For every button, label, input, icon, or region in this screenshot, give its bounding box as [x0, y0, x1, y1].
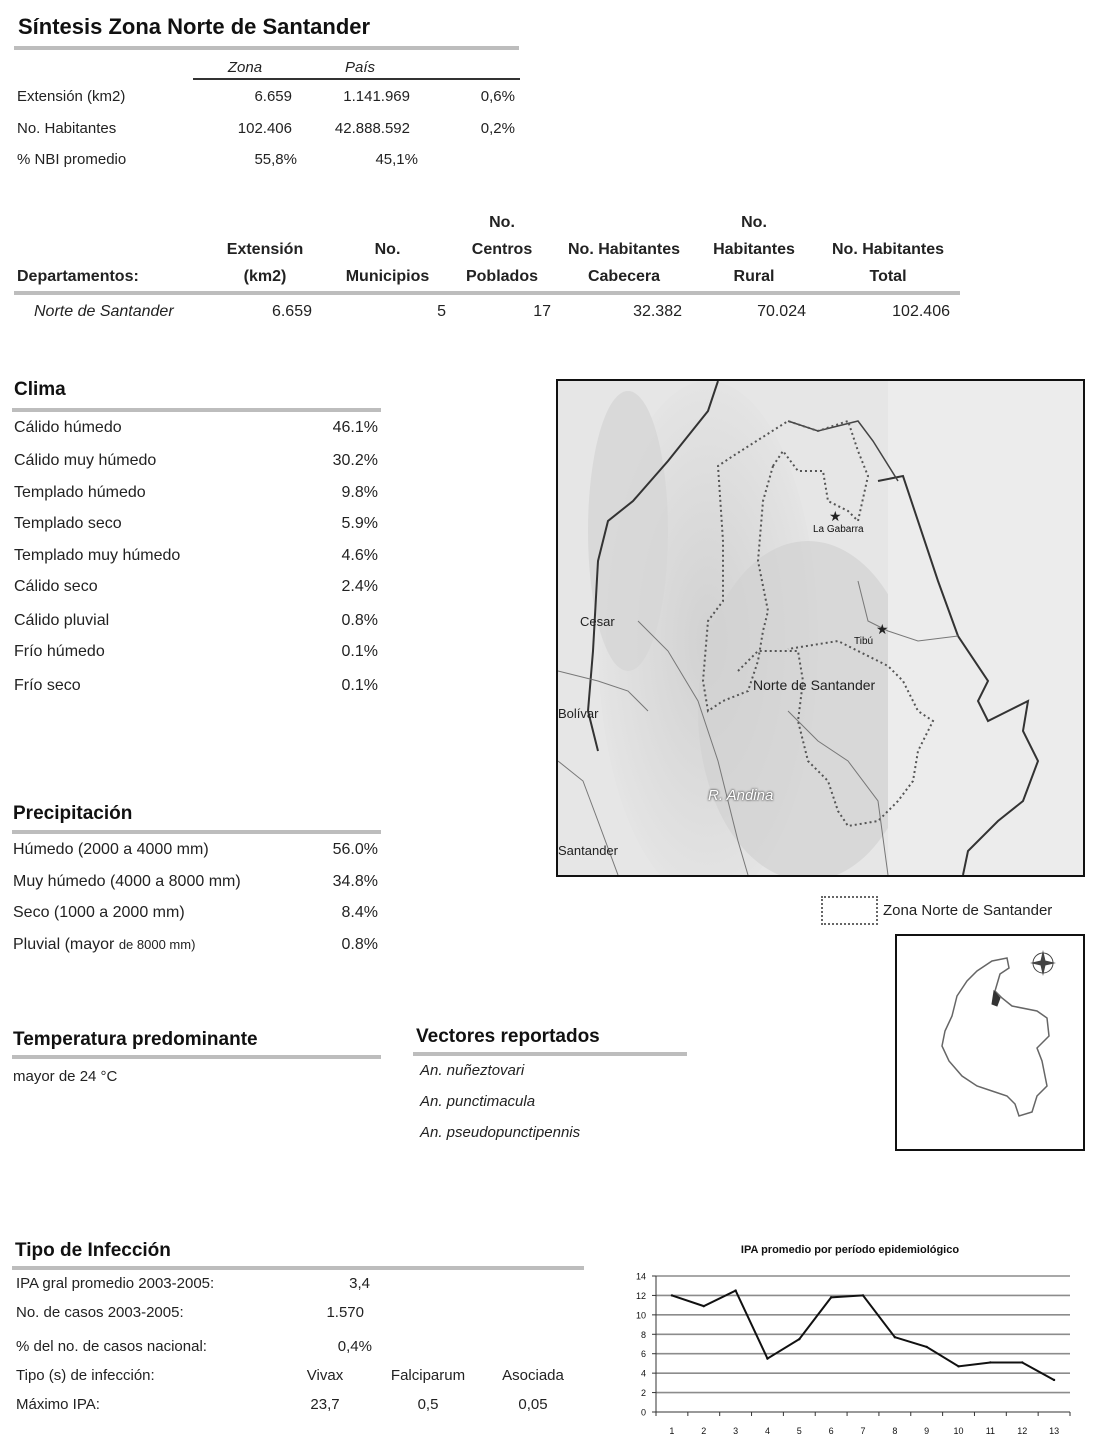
header-rural-line: Rural — [733, 268, 775, 285]
y-tick-label: 4 — [640, 1368, 646, 1379]
legend-swatch — [821, 896, 878, 925]
summary-label: Extensión (km2) — [17, 88, 126, 105]
precipitacion-row — [0, 904, 390, 924]
summary-label: No. Habitantes — [17, 120, 117, 137]
map-label-santander: Santander — [558, 843, 618, 858]
clima-label: Cálido húmedo — [14, 419, 122, 436]
y-tick-label: 14 — [635, 1271, 646, 1282]
infeccion-rule — [12, 1266, 584, 1270]
clima-value: 0.1% — [341, 677, 378, 694]
vector-item: An. pseudopunctipennis — [420, 1124, 581, 1141]
clima-label: Frío húmedo — [14, 643, 105, 660]
department-extension: 6.659 — [271, 303, 312, 320]
header-municipios — [330, 236, 445, 290]
header-rural-line: Habitantes — [713, 241, 795, 258]
temperatura-title: Temperatura predominante — [13, 1029, 258, 1050]
clima-label: Templado seco — [14, 515, 122, 532]
header-total-line: No. Habitantes — [831, 241, 944, 258]
data-point — [989, 1361, 991, 1363]
department-rural: 70.024 — [757, 303, 806, 320]
x-tick-label: 4 — [764, 1426, 770, 1436]
summary-row — [0, 151, 540, 171]
vector-item: An. nuñeztovari — [420, 1062, 525, 1079]
max-falciparum: 0,5 — [417, 1396, 439, 1413]
y-tick-label: 0 — [640, 1407, 646, 1418]
data-point — [671, 1294, 673, 1296]
tipo-vivax: Vivax — [306, 1367, 344, 1384]
header-municipios-line: Municipios — [345, 268, 430, 285]
clima-row — [0, 419, 390, 439]
header-extension — [210, 236, 320, 290]
summary-table — [0, 88, 540, 178]
header-rural — [700, 209, 808, 290]
clima-rule — [12, 408, 381, 412]
series-line — [672, 1291, 1054, 1380]
tipo-asociada: Asociada — [502, 1367, 564, 1384]
clima-row — [0, 547, 390, 567]
clima-label: Cálido pluvial — [14, 612, 110, 629]
header-centros — [452, 209, 552, 290]
clima-value: 0.8% — [341, 612, 378, 629]
clima-value: 0.1% — [341, 643, 378, 660]
x-tick-label: 3 — [733, 1426, 739, 1436]
header-cabecera — [556, 236, 692, 290]
zone-map — [556, 379, 1085, 877]
vectores-rule — [413, 1052, 687, 1056]
clima-label: Cálido seco — [14, 578, 98, 595]
data-point — [957, 1365, 959, 1367]
clima-value: 46.1% — [332, 419, 378, 436]
department-row — [0, 303, 970, 325]
precipitacion-rule — [12, 830, 381, 834]
precipitacion-table — [0, 841, 390, 961]
precipitacion-row — [0, 936, 390, 956]
clima-value: 9.8% — [341, 484, 378, 501]
precipitacion-row — [0, 873, 390, 893]
header-centros-line: Centros — [471, 241, 533, 258]
x-tick-label: 9 — [924, 1426, 930, 1436]
department-municipios: 5 — [437, 303, 446, 320]
map-label-cesar: Cesar — [580, 614, 615, 629]
precipitacion-title: Precipitación — [13, 803, 133, 824]
col-zona-header: Zona — [227, 59, 263, 76]
clima-row — [0, 452, 390, 472]
clima-table — [0, 419, 390, 709]
page-title: Síntesis Zona Norte de Santander — [18, 14, 371, 39]
header-rural-line: No. — [741, 214, 767, 231]
clima-row — [0, 515, 390, 535]
department-name: Norte de Santander — [34, 303, 174, 320]
header-extension-line: Extensión — [226, 241, 304, 258]
department-cabecera: 32.382 — [633, 303, 682, 320]
town-marker: ★ — [829, 508, 842, 524]
y-tick-label: 2 — [640, 1388, 646, 1399]
temperatura-value: mayor de 24 °C — [13, 1068, 118, 1085]
ipa-value: 3,4 — [349, 1275, 370, 1292]
precipitacion-value: 0.8% — [341, 936, 378, 953]
y-tick-label: 8 — [640, 1329, 646, 1340]
y-tick-label: 12 — [635, 1290, 646, 1301]
y-tick-label: 10 — [635, 1310, 646, 1321]
infeccion-title: Tipo de Infección — [15, 1240, 171, 1261]
precipitacion-label: Húmedo (2000 a 4000 mm) — [13, 841, 209, 858]
x-tick-label: 2 — [701, 1426, 707, 1436]
map-label-bolivar: Bolívar — [558, 706, 599, 721]
departments-rule — [14, 291, 960, 295]
header-municipios-line: No. — [374, 241, 401, 258]
header-cabecera-line: No. Habitantes — [567, 241, 680, 258]
department-centros: 17 — [533, 303, 551, 320]
summary-pct: 0,6% — [480, 88, 515, 105]
map-label-norte: Norte de Santander — [753, 677, 876, 693]
header-centros-line: No. — [489, 214, 515, 231]
temperatura-rule — [12, 1055, 381, 1059]
clima-row — [0, 643, 390, 663]
map-label-andina: R. Andina — [708, 787, 774, 804]
precipitacion-label: Pluvial (mayor — [13, 936, 119, 953]
data-point — [734, 1289, 736, 1291]
vectores-title: Vectores reportados — [416, 1026, 600, 1047]
x-tick-label: 10 — [953, 1426, 964, 1436]
tipo-label: Tipo (s) de infección: — [16, 1367, 155, 1384]
header-cabecera-line: Cabecera — [587, 268, 661, 285]
clima-value: 5.9% — [341, 515, 378, 532]
header-extension-line: (km2) — [243, 268, 287, 285]
department-total: 102.406 — [892, 303, 950, 320]
header-centros-line: Poblados — [465, 268, 538, 285]
x-tick-label: 1 — [669, 1426, 675, 1436]
x-tick-label: 7 — [860, 1426, 866, 1436]
pct-label: % del no. de casos nacional: — [16, 1338, 207, 1355]
data-point — [766, 1357, 768, 1359]
data-point — [703, 1305, 705, 1307]
clima-row — [0, 612, 390, 632]
clima-row — [0, 677, 390, 697]
precipitacion-label-small: de 8000 mm) — [118, 937, 196, 952]
summary-label: % NBI promedio — [17, 151, 127, 168]
data-point — [1021, 1361, 1023, 1363]
x-tick-label: 11 — [985, 1426, 996, 1436]
pct-value: 0,4% — [337, 1338, 372, 1355]
summary-row — [0, 88, 540, 108]
precipitacion-value: 8.4% — [341, 904, 378, 921]
x-tick-label: 6 — [828, 1426, 834, 1436]
col-pais-header: País — [344, 59, 375, 76]
clima-value: 2.4% — [341, 578, 378, 595]
clima-value: 4.6% — [341, 547, 378, 564]
departments-label: Departamentos: — [17, 268, 139, 285]
data-point — [798, 1338, 800, 1340]
clima-label: Templado muy húmedo — [14, 547, 181, 564]
summary-pct: 0,2% — [480, 120, 515, 137]
max-vivax: 23,7 — [310, 1396, 340, 1413]
data-point — [925, 1346, 927, 1348]
casos-value: 1.570 — [326, 1304, 364, 1321]
ipa-label: IPA gral promedio 2003-2005: — [16, 1275, 215, 1292]
title-rule — [14, 46, 519, 50]
precipitacion-value: 56.0% — [332, 841, 378, 858]
data-point — [830, 1296, 832, 1298]
casos-label: No. de casos 2003-2005: — [16, 1304, 184, 1321]
zone-map-drawing — [558, 381, 1083, 875]
colombia-outline — [897, 936, 1083, 1149]
precipitacion-row — [0, 841, 390, 861]
map-label-la-gabarra: La Gabarra — [813, 524, 864, 535]
data-point — [1053, 1379, 1055, 1381]
x-tick-label: 8 — [892, 1426, 898, 1436]
header-total — [816, 236, 960, 290]
inset-map — [895, 934, 1085, 1151]
chart-title: IPA promedio por período epidemiológico — [740, 1244, 960, 1256]
y-tick-label: 6 — [640, 1349, 646, 1360]
x-tick-label: 13 — [1049, 1426, 1060, 1436]
clima-label: Templado húmedo — [14, 484, 146, 501]
data-point — [894, 1336, 896, 1338]
precipitacion-value: 34.8% — [332, 873, 378, 890]
clima-row — [0, 484, 390, 504]
summary-zona: 102.406 — [237, 120, 292, 137]
x-tick-label: 12 — [1017, 1426, 1028, 1436]
summary-row — [0, 120, 540, 140]
infeccion-table — [0, 1275, 600, 1425]
x-tick-label: 5 — [796, 1426, 802, 1436]
header-total-line: Total — [869, 268, 907, 285]
summary-header-rule — [193, 78, 520, 80]
summary-zona: 6.659 — [254, 88, 292, 105]
tipo-falciparum: Falciparum — [390, 1367, 466, 1384]
max-asociada: 0,05 — [518, 1396, 548, 1413]
data-point — [862, 1294, 864, 1296]
map-label-tibu: Tibú — [854, 636, 874, 647]
clima-title: Clima — [14, 379, 66, 400]
clima-label: Cálido muy húmedo — [14, 452, 157, 469]
clima-value: 30.2% — [332, 452, 378, 469]
max-label: Máximo IPA: — [16, 1396, 100, 1413]
vector-item: An. punctimacula — [420, 1093, 536, 1110]
legend-label: Zona Norte de Santander — [883, 902, 1053, 919]
summary-pais: 1.141.969 — [343, 88, 410, 105]
ipa-line-chart — [610, 1262, 1090, 1448]
summary-zona: 55,8% — [254, 151, 297, 168]
clima-label: Frío seco — [14, 677, 81, 694]
precipitacion-label: Muy húmedo (4000 a 8000 mm) — [13, 873, 241, 890]
town-marker: ★ — [876, 621, 889, 637]
summary-pais: 42.888.592 — [334, 120, 410, 137]
clima-row — [0, 578, 390, 598]
precipitacion-label: Seco (1000 a 2000 mm) — [13, 904, 185, 921]
summary-pais: 45,1% — [375, 151, 418, 168]
